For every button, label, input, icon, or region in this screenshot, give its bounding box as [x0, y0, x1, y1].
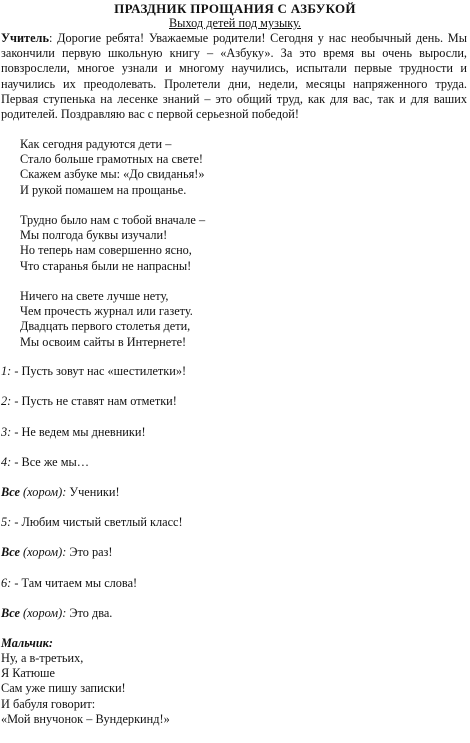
- intro-paragraph: [1, 31, 467, 122]
- poem-stanza-1: [20, 137, 205, 198]
- speaker-number: 4:: [1, 455, 12, 469]
- speaker-chorus: Все: [1, 545, 20, 559]
- intro-speaker: Учитель: [1, 31, 49, 45]
- speaker-number: 2:: [1, 394, 12, 408]
- dialogue-text: - Все же мы…: [11, 455, 90, 469]
- boy-speaker: Мальчик:: [1, 636, 53, 650]
- dialogue-line-5: [1, 515, 183, 530]
- poem-line: Мы полгода буквы изучали!: [20, 228, 168, 243]
- poem-line: Но теперь нам совершенно ясно,: [20, 243, 192, 258]
- dialogue-line-4: [1, 455, 89, 470]
- poem-line: И рукой помашем на прощанье.: [20, 182, 187, 197]
- dialogue-line-6: [1, 576, 137, 591]
- poem-line: Стало больше грамотных на свете!: [20, 152, 204, 167]
- poem-stanza-2: [20, 213, 205, 274]
- dialogue-line-chorus-3: [1, 606, 112, 621]
- boy-line: Я Катюше: [1, 666, 55, 680]
- speaker-chorus: Все: [1, 606, 20, 620]
- page-title: ПРАЗДНИК ПРОЩАНИЯ С АЗБУКОЙ: [114, 1, 356, 16]
- dialogue-line-chorus-1: [1, 485, 120, 500]
- poem-line: Скажем азбуке мы: «До свиданья!»: [20, 167, 205, 182]
- dialogue-line-3: [1, 425, 146, 440]
- speaker-note: (хором):: [19, 606, 67, 620]
- dialogue-text: Это два.: [66, 606, 113, 620]
- boy-line: «Мой внучонок – Вундеркинд!»: [1, 712, 170, 726]
- poem-line: Трудно было нам с тобой вначале –: [20, 213, 206, 227]
- page-subtitle: Выход детей под музыку.: [168, 16, 302, 30]
- poem-stanza-3: [20, 289, 193, 350]
- poem-line: Ничего на свете лучше нету,: [20, 289, 169, 303]
- dialogue-text: - Там читаем мы слова!: [11, 576, 138, 590]
- speaker-number: 3:: [1, 425, 12, 439]
- dialogue-line-1: [1, 364, 186, 379]
- speaker-chorus: Все: [1, 485, 20, 499]
- poem-line: Мы освоим сайты в Интернете!: [20, 334, 187, 349]
- speaker-note: (хором):: [19, 545, 67, 559]
- speaker-note: (хором):: [19, 485, 67, 499]
- speaker-number: 5:: [1, 515, 12, 529]
- dialogue-text: - Не ведем мы дневники!: [11, 425, 146, 439]
- poem-line: Двадцать первого столетья дети,: [20, 319, 191, 334]
- boy-line: И бабуля говорит:: [1, 697, 96, 711]
- dialogue-text: - Пусть не ставят нам отметки!: [11, 394, 177, 408]
- dialogue-line-2: [1, 394, 177, 409]
- intro-text: : Дорогие ребята! Уважаемые родители! Сегодня у нас необычный день. Мы закончили первую школьную книгу – «Азбуку». За это время вы очень выросли, повзрослели, многое узнали и многому научились, испытали первые трудности и научились их преодолевать. Пролетели дни, недели, месяцы напряженного труда. Первая ступенька на лесенке знаний – это общий труд, как для вас, так и для ваших родителей. Поздравляю вас с первой серьезной победой!: [1, 31, 467, 122]
- boy-line: Сам уже пишу записки!: [1, 681, 126, 695]
- speaker-number: 1:: [1, 364, 12, 378]
- boy-line: Ну, а в-третьих,: [1, 651, 84, 665]
- dialogue-text: Ученики!: [66, 485, 120, 499]
- speaker-number: 6:: [1, 576, 12, 590]
- dialogue-text: - Любим чистый светлый класс!: [11, 515, 183, 529]
- dialogue-text: - Пусть зовут нас «шестилетки»!: [11, 364, 187, 378]
- poem-line: Как сегодня радуются дети –: [20, 137, 172, 151]
- poem-line: Что старанья были не напрасны!: [20, 258, 192, 273]
- dialogue-text: Это раз!: [66, 545, 113, 559]
- dialogue-line-chorus-2: [1, 545, 113, 560]
- poem-line: Чем прочесть журнал или газету.: [20, 304, 193, 319]
